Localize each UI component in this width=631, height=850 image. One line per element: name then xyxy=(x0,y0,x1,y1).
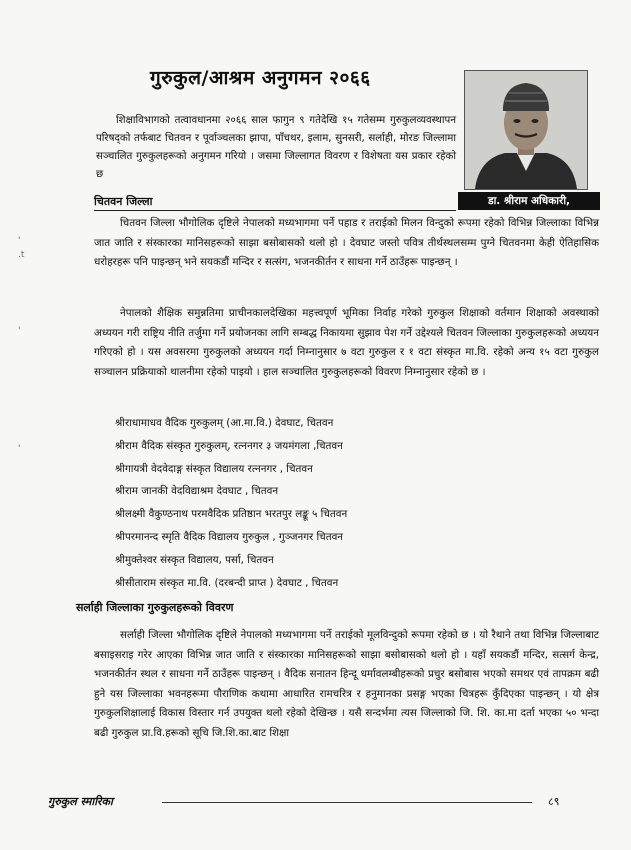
author-name-caption: डा. श्रीराम अधिकारी, xyxy=(458,192,600,210)
page-number: ८९ xyxy=(548,795,560,808)
sarlahi-paragraph: सर्लाही जिल्ला भौगोलिक दृष्टिले नेपालको मध्यभागमा पर्ने तराईको मूलविन्दुको रूपमा रहेको छ । यो रैथाने तथा विभिन्न जिल्लाबाट बसाइसराइ गरेर आएका विभिन्न जात जाति र संस्कारका मानिसहरूको साझा बसोबासको थलो हो । यहाँ सयकडौं मन्दिर, सत्सर्ग केन्द्र, भजनकीर्तन स्थल र साधना गर्ने ठाउँहरू पाइन्छन् । वैदिक सनातन हिन्दू धर्मावलम्बीहरूको प्रचुर बसोबास भएको समथर एवं तापक्रम बढी हुने यस जिल्लाका भवनहरूमा पौराणिक कथामा आधारित रामचरित्र र हनुमानका प्रसङ्ग भएका चित्रहरू कुँदिएका पाइन्छन् । यो क्षेत्र गुरुकुलशिक्षालाई विकास विस्तार गर्न उपयुक्त थलो रहेको देखिन्छ । यसै सन्दर्भमा त्यस जिल्लाको जि. शि. का.मा दर्ता भएका ५० भन्दा बढी गुरुकुल प्रा.वि.हरूको सूचि जि.शि.का.बाट शिक्षा xyxy=(94,629,599,739)
article-title: गुरुकुल/आश्रम अनुगमन २०६६ xyxy=(150,67,371,89)
gurukul-list xyxy=(115,412,595,594)
intro-paragraph: शिक्षाविभागको तत्वावधानमा २०६६ साल फागुन ९ गतेदेखि १५ गतेसम्म गुरुकुलव्यवस्थापन परिषद्को तर्फबाट चितवन र पूर्वाञ्चलका झापा, पाँचथर, इलाम, सुनसरी, सर्लाही, मोरङ जिल्लामा सञ्चालित गुरुकुलहरूको अनुगमन गरियो । जसमा जिल्लागत विवरण र विशेषता यस प्रकार रहेको छ xyxy=(96,115,456,180)
footer-publication-name: गुरुकुल स्मारिका xyxy=(48,795,113,808)
margin-mark: ' xyxy=(18,444,21,454)
list-item: श्रीपरमानन्द स्मृति वैदिक विद्यालय गुरुकुल , गुञ्जनगर चितवन xyxy=(115,530,344,543)
footer-rule xyxy=(162,802,532,803)
list-item: श्रीमुक्तेश्वर संस्कृत विद्यालय, पर्सा, चितवन xyxy=(115,553,274,566)
chitwan-paragraph-1: चितवन जिल्ला भौगोलिक दृष्टिले नेपालको मध्यभागमा पर्ने पहाड र तराईको मिलन विन्दुको रूपमा रहेको विभिन्न जिल्लाका विभिन्न जात जाति र संस्कारका मानिसहरूको साझा बसोबासको थलो हो । देवघाट जस्तो पवित्र तीर्थस्थलसम्म पुग्ने चितवनमा केही ऐतिहासिक धरोहरहरू पनि पाइन्छन् भने सयकडौं मन्दिर र सत्संग, भजनकीर्तन र साधना गर्ने ठाउँहरू पाइन्छन् । xyxy=(94,217,599,268)
list-item: श्रीराधामाधव वैदिक गुरुकुलम् (आ.मा.वि.) देवघाट, चितवन xyxy=(115,417,334,429)
margin-mark: ' xyxy=(18,236,21,246)
margin-mark: ' xyxy=(18,326,21,336)
list-item: श्रीलक्ष्मी वैकुण्ठनाथ परमवैदिक प्रतिष्ठान भरतपुर लङ्कू ५ चितवन xyxy=(115,508,348,521)
section-heading-underline xyxy=(94,210,456,211)
list-item: श्रीसीताराम संस्कृत मा.वि. (दरबन्दी प्राप्त ) देवघाट , चितवन xyxy=(115,576,339,589)
section-heading-chitwan: चितवन जिल्ला xyxy=(94,195,153,208)
list-item: श्रीगायत्री वेदवेदाङ्ग संस्कृत विद्यालय रत्ननगर , चितवन xyxy=(115,462,313,475)
margin-mark: .t xyxy=(18,250,25,260)
list-item: श्रीराम जानकी वेदविद्याश्रम देवघाट , चितवन xyxy=(115,485,279,498)
author-portrait-image xyxy=(465,71,587,189)
list-item: श्रीराम वैदिक संस्कृत गुरुकुलम्, रत्ननगर ३ जयमंगला ,चितवन xyxy=(115,439,343,452)
chitwan-paragraph-2: नेपालको शैक्षिक समुन्नतिमा प्राचीनकालदेखिका महत्त्वपूर्ण भूमिका निर्वाह गरेको गुरुकुल शिक्षाको वर्तमान शिक्षाको अवस्थाको अध्ययन गरी राष्ट्रिय नीति तर्जुमा गर्ने प्रयोजनका लागि सम्बद्ध निकायमा सुझाव पेश गर्ने उद्देश्यले चितवन जिल्लाका गुरुकुलहरूको अध्ययन गरिएको हो । यस अवसरमा गुरुकुलको अध्ययन गर्दा निम्नानुसार ७ वटा गुरुकुल र १ वटा संस्कृत मा.वि. रहेको अन्य १५ वटा गुरुकुल सञ्चालन प्रक्रियाको थालनीमा रहेको पाइयो । हाल सञ्चालित गुरुकुलहरूको विवरण निम्नानुसार रहेको छ । xyxy=(94,307,599,378)
section-heading-sarlahi: सर्लाही जिल्लाका गुरुकुलहरूको विवरण xyxy=(76,601,234,614)
author-photo xyxy=(464,70,588,190)
